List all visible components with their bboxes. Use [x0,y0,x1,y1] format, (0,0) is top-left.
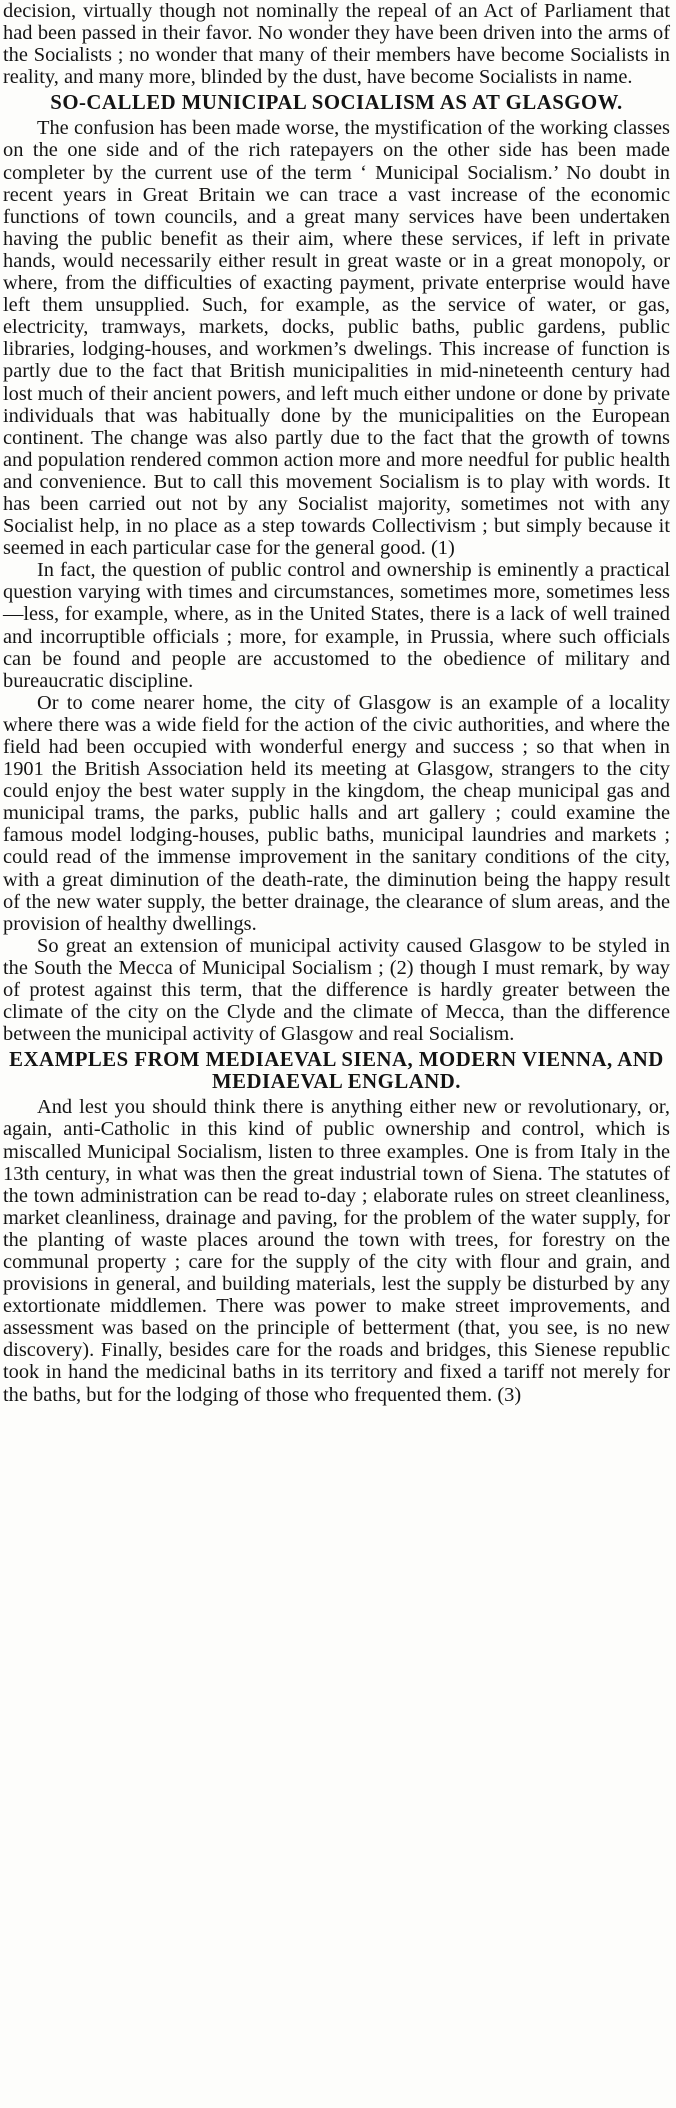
paragraph-public-control: In fact, the question of public control and ownership is eminently a practical question varying with times and circumstances, sometimes more, sometimes less—less, for example, where, as in the United States, there is a lack of well trained and incorruptible officials ; more, for example, in Prussia, where such officials can be found and people are accustomed to the obedience of military and bureaucratic discipline. [3,559,670,692]
section-heading-examples: EXAMPLES FROM MEDIAEVAL SIENA, MODERN VIENNA, AND MEDIAEVAL ENGLAND. [9,1048,664,1094]
paragraph-municipal-socialism: The confusion has been made worse, the mystification of the working classes on the one side and of the rich ratepayers on the other side has been made completer by the current use of the term ‘ Municipal Socialism.’ No doubt in recent years in Great Britain we can trace a vast increase of the economic functions of town councils, and a great many services have been undertaken having the public benefit as their aim, where these services, if left in private hands, would necessarily either result in great waste or in a great monopoly, or where, from the difficulties of exacting payment, private enterprise would have left them unsupplied. Such, for example, as the service of water, or gas, electricity, tramways, markets, docks, public baths, public gardens, public libraries, lodging-houses, and workmen’s dwelings. This increase of function is partly due to the fact that British municipalities in mid-nineteenth century had lost much of their ancient powers, and left much either undone or done by private individuals that was habitually done by the municipalities on the European continent. The change was also partly due to the fact that the growth of towns and population rendered common action more and more needful for public health and convenience. But to call this movement Socialism is to play with words. It has been carried out not by any Socialist majority, sometimes not with any Socialist help, in no place as a step towards Collectivism ; but simply because it seemed in each particular case for the general good. (1) [3,117,670,560]
section-heading-glasgow: SO-CALLED MUNICIPAL SOCIALISM AS AT GLASGOW. [50,91,623,115]
paragraph-siena-example: And lest you should think there is anything either new or revolutionary, or, again, anti-Catholic in this kind of public ownership and control, which is miscalled Municipal Socialism, listen to three examples. One is from Italy in the 13th century, in what was then the great industrial town of Siena. The statutes of the town administration can be read to-day ; elaborate rules on street cleanliness, market cleanliness, drainage and paving, for the problem of the water supply, for the planting of waste places around the town with trees, for forestry on the communal property ; care for the supply of the city with flour and grain, and provisions in general, and building materials, lest the supply be disturbed by any extortionate middlemen. There was power to make street improvements, and assessment was based on the principle of betterment (that, you see, is no new discovery). Finally, besides care for the roads and bridges, this Sienese republic took in hand the medicinal baths in its territory and fixed a tariff not merely for the baths, but for the lodging of those who frequented them. (3) [3,1096,670,1406]
paragraph-glasgow-example: Or to come nearer home, the city of Glasgow is an example of a locality where there was a wide field for the action of the civic authorities, and where the field had been occupied with wonderful energy and success ; so that when in 1901 the British Association held its meeting at Glasgow, strangers to the city could enjoy the best water supply in the kingdom, the cheap municipal gas and municipal trams, the parks, public halls and art gallery ; could examine the famous model lodging-houses, public baths, municipal laundries and markets ; could read of the immense improvement in the sanitary conditions of the city, with a great diminution of the death-rate, the diminution being the happy result of the new water supply, the better drainage, the clearance of slum areas, and the provision of healthy dwellings. [3,691,670,935]
opening-paragraph: decision, virtually though not nominally the repeal of an Act of Parliament that had been passed in their favor. No wonder they have been driven into the arms of the Socialists ; no wonder that many of their members have become Socialists in reality, and many more, blinded by the dust, have become Socialists in name. [3,0,670,89]
paragraph-mecca-of-socialism: So great an extension of municipal activity caused Glasgow to be styled in the South the Mecca of Municipal Socialism ; (2) though I must remark, by way of protest against this term, that the difference is hardly greater between the climate of the city on the Clyde and the climate of Mecca, than the difference between the municipal activity of Glasgow and real Socialism. [3,934,670,1046]
